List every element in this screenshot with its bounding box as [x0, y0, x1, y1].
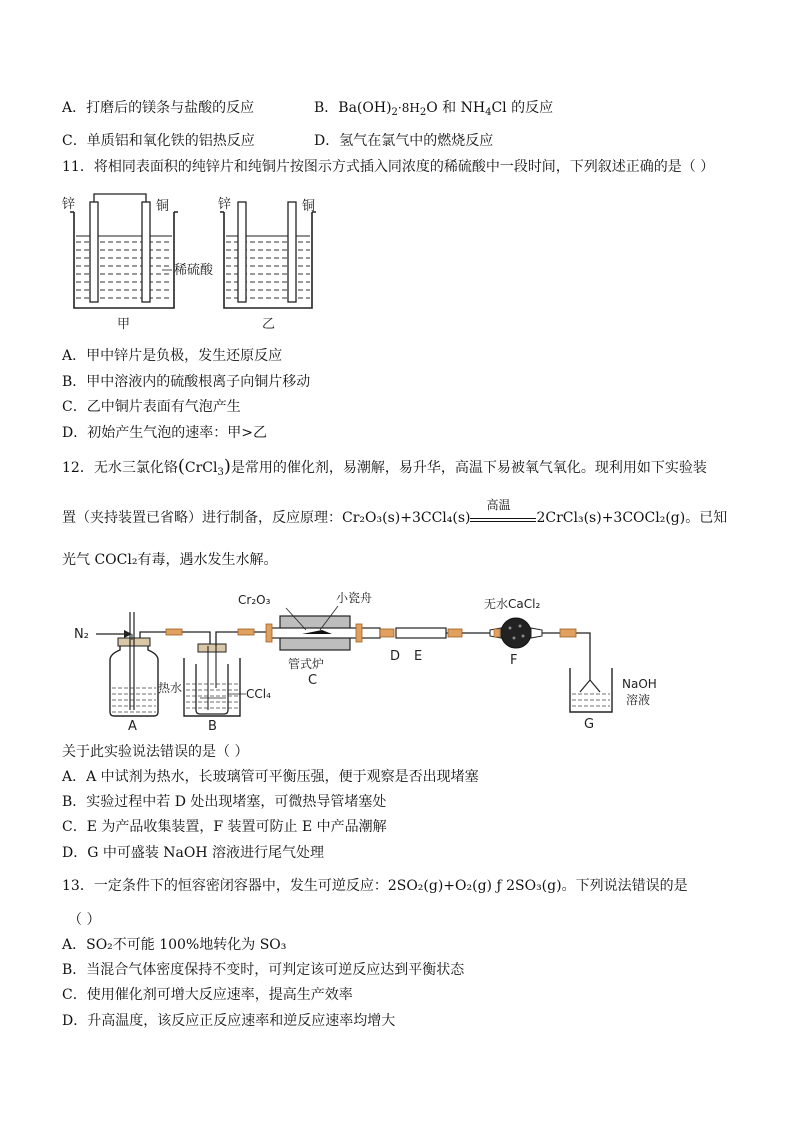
label-tube-furnace: 管式炉: [288, 657, 325, 671]
sub: 2: [419, 107, 427, 118]
copper-strip: [288, 202, 296, 302]
sub: 4: [485, 107, 492, 118]
sub: 2: [391, 107, 398, 118]
label-zinc-2: 锌: [218, 197, 232, 212]
q13-option-c[interactable]: C．使用催化剂可增大反应速率，提高生产效率: [62, 987, 353, 1003]
q12-apparatus-figure: [70, 588, 670, 733]
label-yi: 乙: [262, 317, 276, 332]
q12-stem-2b: 。已知: [685, 510, 728, 526]
q10-option-b-letter: B．: [314, 100, 339, 116]
q12-option-c[interactable]: C．E 为产品收集装置，F 装置可防止 E 中产品潮解: [62, 819, 387, 835]
label-c: C: [308, 673, 318, 688]
q13-stem-a: 13．一定条件下的恒容密闭容器中，发生可逆反应：: [62, 878, 388, 894]
q13-answer-paren: （ ）: [68, 912, 101, 928]
zinc-strip: [90, 202, 98, 302]
drying-tube-f: [490, 618, 542, 648]
bath-b: [184, 644, 240, 716]
label-d: D: [390, 649, 401, 664]
q11-option-c[interactable]: C．乙中铜片表面有气泡产生: [62, 399, 241, 415]
q13-equation: 2SO₂(g)+O₂(g) ƒ 2SO₃(g): [387, 878, 562, 894]
q10-option-b-formula: Ba(OH): [338, 100, 392, 116]
q13-option-d[interactable]: D．升高温度，该反应正反应速率和逆反应速率均增大: [62, 1013, 396, 1029]
q11-option-a[interactable]: A．甲中锌片是负极，发生还原反应: [62, 348, 283, 364]
q10-option-b[interactable]: [314, 98, 553, 123]
sub: 3: [217, 467, 224, 478]
q12-stem-1a: 12．无水三氯化铬: [62, 460, 178, 476]
q12-stem-2a: 置（夹持装置已省略）进行制备，反应原理：: [62, 510, 342, 526]
q12-equation-left: Cr₂O₃(s)+3CCl₄(s): [342, 510, 471, 526]
label-hot-water: 热水: [158, 681, 183, 695]
q10-option-c[interactable]: C．单质铝和氧化铁的铝热反应: [62, 133, 255, 149]
label-g: G: [584, 717, 595, 732]
label-ccl4: CCl₄: [246, 687, 271, 701]
q12-equation-condition: 高温: [486, 497, 511, 512]
q11-beaker-figure: [62, 190, 322, 335]
label-cr2o3: Cr₂O₃: [238, 593, 271, 607]
q10-option-d[interactable]: D．氢气在氯气中的燃烧反应: [314, 133, 494, 149]
q12-stem-formula: CrCl: [184, 460, 218, 476]
label-e: E: [414, 649, 423, 664]
q12-stem-line2: [62, 497, 728, 528]
q12-stem-line3: 光气 COCl₂有毒，遇水发生水解。: [62, 552, 278, 568]
q13-stem-b: 。下列说法错误的是: [561, 878, 688, 894]
tube-furnace-c: [266, 606, 380, 650]
q12-option-b[interactable]: B．实验过程中若 D 处出现堵塞，可微热导管堵塞处: [62, 794, 387, 810]
q12-stem-line1: 12．无水三氯化铬(CrCl$_3$)是常用的催化剂，易潮解，易升华，高温下易被氧气氧化。现利用如下实验装: [62, 456, 707, 478]
q11-option-b[interactable]: B．甲中溶液内的硫酸根离子向铜片移动: [62, 374, 311, 390]
q12-equation-arrow: [470, 497, 536, 522]
label-zinc-1: 锌: [62, 197, 76, 212]
q10-option-b-mid: ·8H: [397, 101, 420, 115]
label-f: F: [510, 653, 518, 668]
q13-stem: [62, 876, 688, 896]
q13-option-a[interactable]: A．SO₂不可能 100%地转化为 SO₃: [62, 937, 287, 953]
q12-question: 关于此实验说法错误的是（ ）: [62, 744, 249, 760]
collection-tube-e: [396, 628, 446, 638]
bottle-a: [110, 612, 158, 716]
wire: [94, 194, 146, 202]
q10-option-a[interactable]: A．打磨后的镁条与盐酸的反应: [62, 100, 255, 116]
label-naoh: NaOH: [622, 677, 657, 691]
q12-option-a[interactable]: A．A 中试剂为热水，长玻璃管可平衡压强，便于观察是否出现堵塞: [62, 769, 479, 785]
q10-option-b-end: Cl 的反应: [491, 100, 554, 116]
q11-stem: 11．将相同表面积的纯锌片和纯铜片按图示方式插入同浓度的稀硫酸中一段时间，下列叙述正确的是（ ）: [62, 159, 715, 175]
label-copper-2: 铜: [302, 199, 316, 214]
label-copper-1: 铜: [156, 199, 170, 214]
label-solution: 溶液: [626, 693, 651, 707]
q10-option-b-post: O 和 NH: [426, 100, 486, 116]
q12-option-d[interactable]: D．G 中可盛装 NaOH 溶液进行尾气处理: [62, 845, 325, 861]
label-b: B: [208, 719, 217, 733]
label-dilute-acid: 稀硫酸: [174, 263, 214, 278]
q12-stem-1b: 是常用的催化剂，易潮解，易升华，高温下易被氧气氧化。现利用如下实验装: [230, 460, 707, 476]
label-a: A: [128, 719, 137, 733]
q13-option-b[interactable]: B．当混合气体密度保持不变时，可判定该可逆反应达到平衡状态: [62, 962, 465, 978]
beaker-g: [570, 668, 612, 712]
copper-strip: [142, 202, 150, 302]
label-jia: 甲: [117, 317, 131, 332]
label-cacl2: 无水CaCl₂: [484, 597, 541, 611]
label-porcelain-boat: 小瓷舟: [336, 591, 373, 605]
zinc-strip: [238, 202, 246, 302]
label-n2: N₂: [74, 627, 89, 642]
beaker-yi: [220, 202, 316, 308]
q11-option-d[interactable]: D．初始产生气泡的速率：甲>乙: [62, 425, 267, 441]
q12-equation-right: 2CrCl₃(s)+3COCl₂(g): [536, 510, 686, 526]
